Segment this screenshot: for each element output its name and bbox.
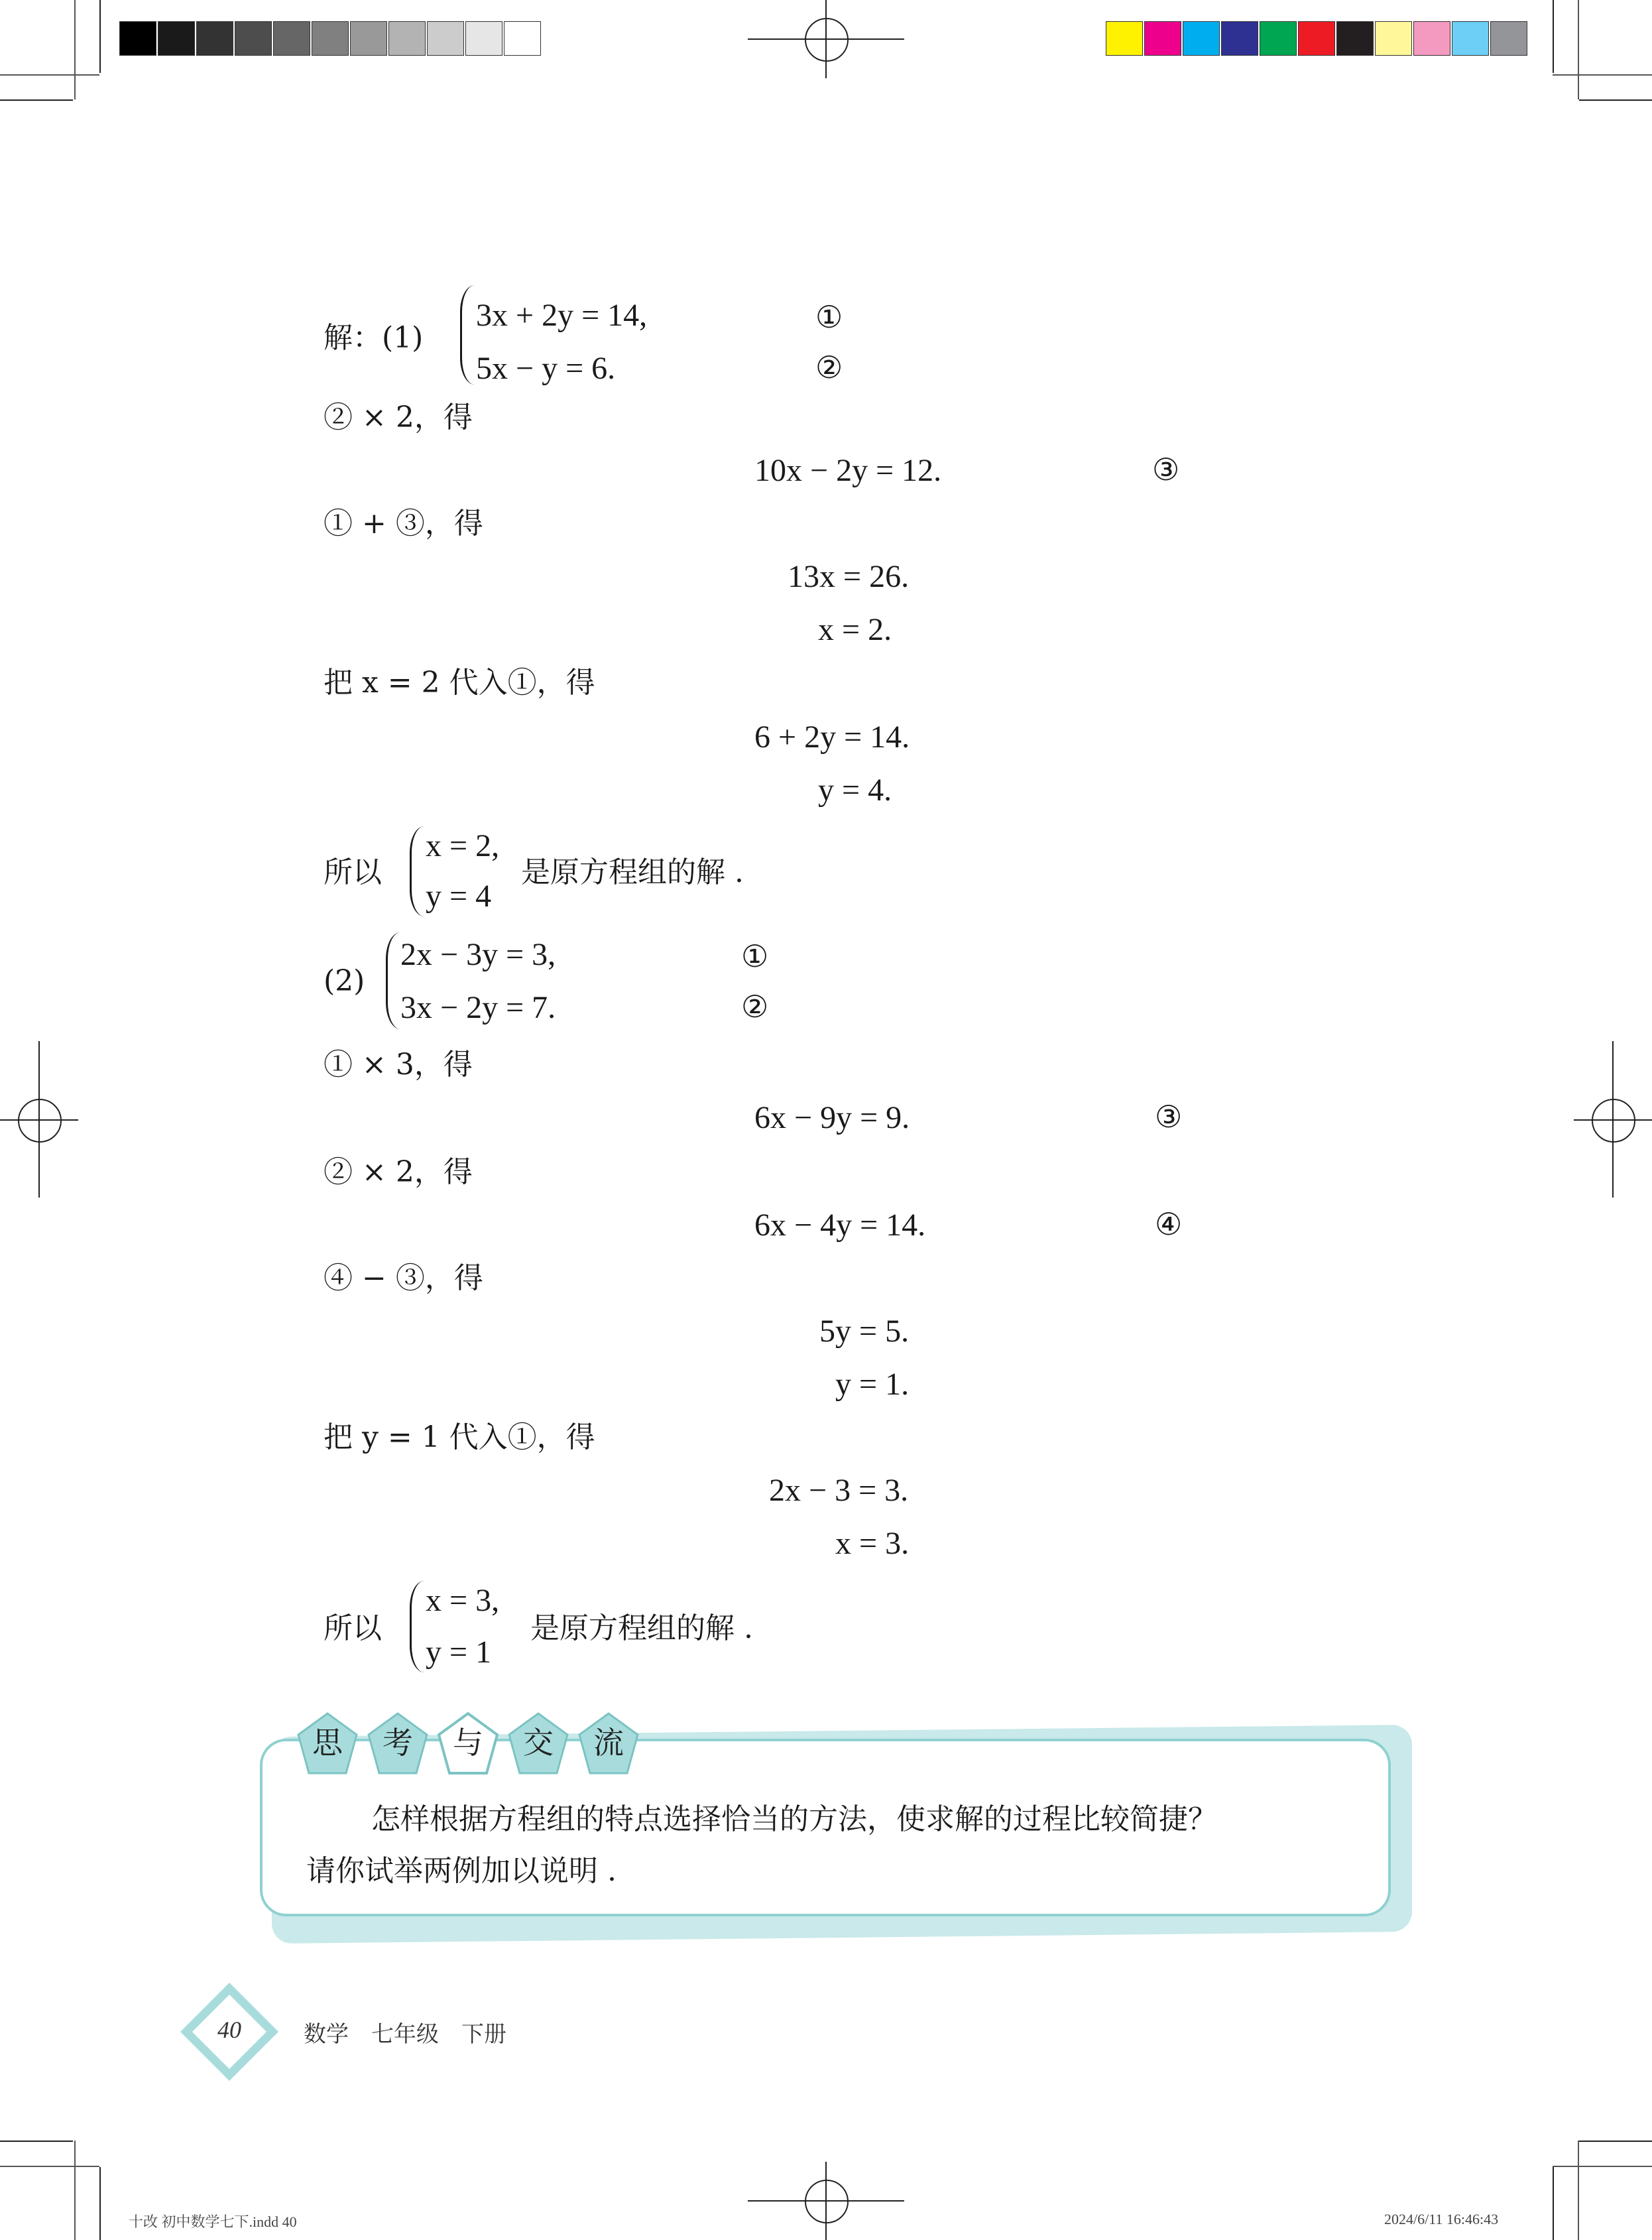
equation: 6 + 2y = 14. xyxy=(754,719,910,755)
calibration-swatch xyxy=(273,21,310,56)
part1-label: 解：(1) xyxy=(324,321,424,355)
discussion-question-cont: 请你试举两例加以说明 . xyxy=(306,1854,617,1888)
calibration-swatch xyxy=(504,21,541,56)
calibration-swatch xyxy=(1490,21,1527,56)
calibration-swatch xyxy=(1221,21,1258,56)
title-char: 思 xyxy=(312,1725,343,1761)
step-text: ④ − ③，得 xyxy=(324,1261,483,1295)
solution-x: x = 2, xyxy=(426,828,500,863)
calibration-swatch xyxy=(465,21,502,56)
equation-marker: ② xyxy=(815,349,843,385)
equation: 5x − y = 6. xyxy=(476,351,616,386)
step-text: 把 x = 2 代入①，得 xyxy=(324,666,595,700)
calibration-swatch xyxy=(235,21,272,56)
equation: 5y = 5. xyxy=(819,1314,910,1349)
step-text: 把 y = 1 代入①，得 xyxy=(324,1420,595,1454)
calibration-swatch xyxy=(1375,21,1412,56)
conclusion-text: 是原方程组的解 . xyxy=(530,1611,753,1645)
equation-marker: ① xyxy=(741,938,769,974)
title-char: 考 xyxy=(383,1725,413,1761)
solution-y: y = 4 xyxy=(426,879,492,914)
title-char: 流 xyxy=(593,1725,624,1761)
solution-x: x = 3, xyxy=(426,1583,500,1618)
part2-label: (2) xyxy=(324,964,365,998)
equation: 6x − 9y = 9. xyxy=(754,1100,910,1135)
calibration-swatch xyxy=(1183,21,1220,56)
calibration-swatch xyxy=(196,21,233,56)
calibration-swatch xyxy=(1106,21,1143,56)
equation-marker: ④ xyxy=(1155,1206,1183,1242)
conclusion-text: 是原方程组的解 . xyxy=(521,855,744,889)
timestamp-slug: 2024/6/11 16:46:43 xyxy=(1384,2211,1499,2227)
so-label: 所以 xyxy=(324,855,382,889)
calibration-swatch xyxy=(1336,21,1374,56)
discussion-question: 怎样根据方程组的特点选择恰当的方法，使求解的过程比较简捷？ xyxy=(371,1802,1217,1836)
calibration-swatch xyxy=(158,21,195,56)
title-char: 交 xyxy=(523,1725,554,1761)
equation-marker: ① xyxy=(815,299,843,335)
calibration-swatch xyxy=(1298,21,1335,56)
file-slug: 十改 初中数学七下.indd 40 xyxy=(129,2213,297,2230)
equation-marker: ② xyxy=(741,989,769,1025)
calibration-swatch xyxy=(1144,21,1181,56)
equation: 10x − 2y = 12. xyxy=(754,453,942,488)
equation: y = 4. xyxy=(818,773,892,808)
equation-marker: ③ xyxy=(1152,452,1180,487)
equation: 2x − 3 = 3. xyxy=(769,1473,909,1508)
calibration-swatch xyxy=(1413,21,1450,56)
equation: 6x − 4y = 14. xyxy=(754,1208,926,1243)
calibration-swatch xyxy=(350,21,387,56)
step-text: ② × 2，得 xyxy=(324,401,473,434)
brace xyxy=(410,826,426,916)
calibration-swatch xyxy=(119,21,156,56)
step-text: ① × 3，得 xyxy=(324,1048,473,1082)
equation: x = 3. xyxy=(835,1526,910,1561)
equation-marker: ③ xyxy=(1155,1099,1183,1135)
calibration-swatch xyxy=(1260,21,1297,56)
equation: 13x = 26. xyxy=(788,559,910,594)
book-title: 数学 七年级 下册 xyxy=(304,2021,506,2048)
equation: y = 1. xyxy=(835,1367,910,1402)
step-text: ② × 2，得 xyxy=(324,1155,473,1189)
brace xyxy=(460,285,477,385)
title-char: 与 xyxy=(453,1725,483,1761)
so-label: 所以 xyxy=(324,1611,382,1645)
calibration-swatch xyxy=(312,21,349,56)
calibration-swatch xyxy=(427,21,464,56)
step-text: ① + ③，得 xyxy=(324,507,483,540)
solution-y: y = 1 xyxy=(426,1635,492,1670)
page-number: 40 xyxy=(217,2017,241,2043)
calibration-swatch xyxy=(388,21,426,56)
equation: x = 2. xyxy=(818,612,892,647)
equation: 3x + 2y = 14, xyxy=(476,298,648,333)
equation: 2x − 3y = 3, xyxy=(400,937,556,972)
brace xyxy=(410,1581,426,1672)
calibration-swatch xyxy=(1452,21,1489,56)
equation: 3x − 2y = 7. xyxy=(400,990,556,1025)
